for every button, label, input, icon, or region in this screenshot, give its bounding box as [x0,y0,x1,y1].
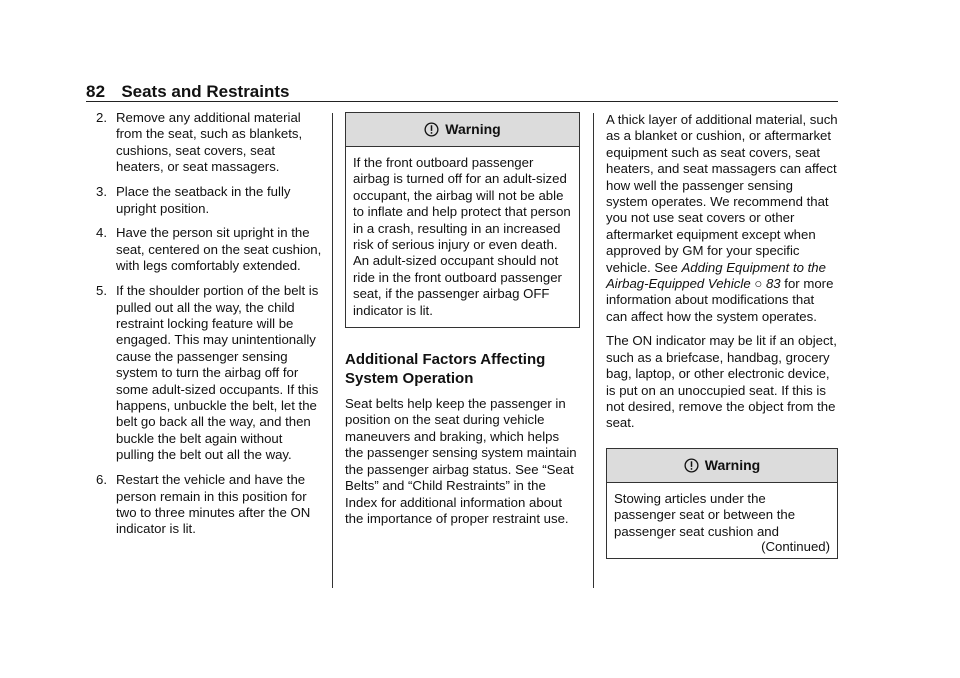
page-number: 82 [86,82,106,101]
warning-icon [684,458,699,473]
step-item [96,472,322,538]
column-1 [96,110,322,546]
step-item [96,225,322,274]
step-number: 6. [96,472,107,488]
subsection-paragraph: Seat belts help keep the passenger in position on the seat during vehicle maneuvers and braking, which helps the passenger sensing system maintain the passenger airbag status. See “Seat Belts” and “Child Restraints” in the Index for additional information about the importance of proper restraint use. [345,396,577,526]
step-number: 4. [96,225,107,241]
section-title: Seats and Restraints [121,82,290,101]
warning-text: Stowing articles under the passenger seat or between the passenger seat cushion and [614,490,796,539]
step-item [96,283,322,463]
continued-label: (Continued) [761,538,830,554]
warning-box [345,112,580,328]
page-ref-icon: ○ [750,276,766,292]
step-text: Have the person sit upright in the seat, centered on the seat cushion, with legs comfortably extended. [116,225,322,274]
step-text: Remove any additional material from the seat, such as blankets, cushions, seat covers, seat heaters, or seat massagers. [116,110,303,175]
column-divider [332,113,333,588]
warning-header [607,449,837,483]
column-2 [345,112,580,535]
page-reference[interactable]: 83 [765,276,781,292]
paragraph-text: A thick layer of additional material, such as a blanket or cushion, or aftermarket equipment such as seat covers, seat heaters, and seat massagers can affect how well the passenger sensing system operates. We recommend that you not use seat covers or other aftermarket equipment except when approved by GM for your specific vehicle. See [606,112,838,275]
warning-icon [424,122,439,137]
page-header [86,82,836,102]
column-divider [593,113,594,588]
paragraph [606,112,838,325]
column-3 [606,112,838,559]
warning-body [607,483,837,559]
step-number: 2. [96,110,107,125]
warning-header [346,113,579,147]
warning-body: If the front outboard passenger airbag is turned off for an adult-sized occupant, the airbag will not be able to inflate and help protect that person in a crash, resulting in an increased risk of serious injury or even death. An adult-sized occupant should not ride in the front outboard passenger seat, if the passenger airbag OFF indicator is lit. [353,155,571,318]
subsection-heading: Additional Factors Affecting System Operation [345,351,546,388]
cross-reference-link[interactable]: Adding Equipment to the Airbag-Equipped Vehicle [606,259,826,292]
header-rule [86,101,838,102]
step-text: Place the seatback in the fully upright position. [116,184,291,216]
step-text: Restart the vehicle and have the person remain in this position for two to three minutes after the ON indicator is lit. [116,472,311,537]
step-item [96,110,322,176]
warning-title: Warning [445,121,501,138]
step-number: 5. [96,283,107,299]
paragraph-text: for more information about modifications that can affect how the system operates. [606,276,834,324]
warning-box [606,448,838,560]
warning-title: Warning [704,457,761,474]
step-number: 3. [96,184,107,200]
paragraph: The ON indicator may be lit if an object, such as a briefcase, handbag, grocery bag, laptop, or other electronic device, is put on an unoccupied seat. If this is not desired, remove the object from the seat. [606,333,837,431]
step-item [96,184,322,217]
step-text: If the shoulder portion of the belt is pulled out all the way, the child restraint locking feature will be engaged. This may unintentionally cause the passenger sensing system to turn the airbag off for some adult-sized occupants. If this happens, unbuckle the belt, let the belt go back all the way, and then buckle the belt again without pulling the belt out all the way. [116,283,319,463]
